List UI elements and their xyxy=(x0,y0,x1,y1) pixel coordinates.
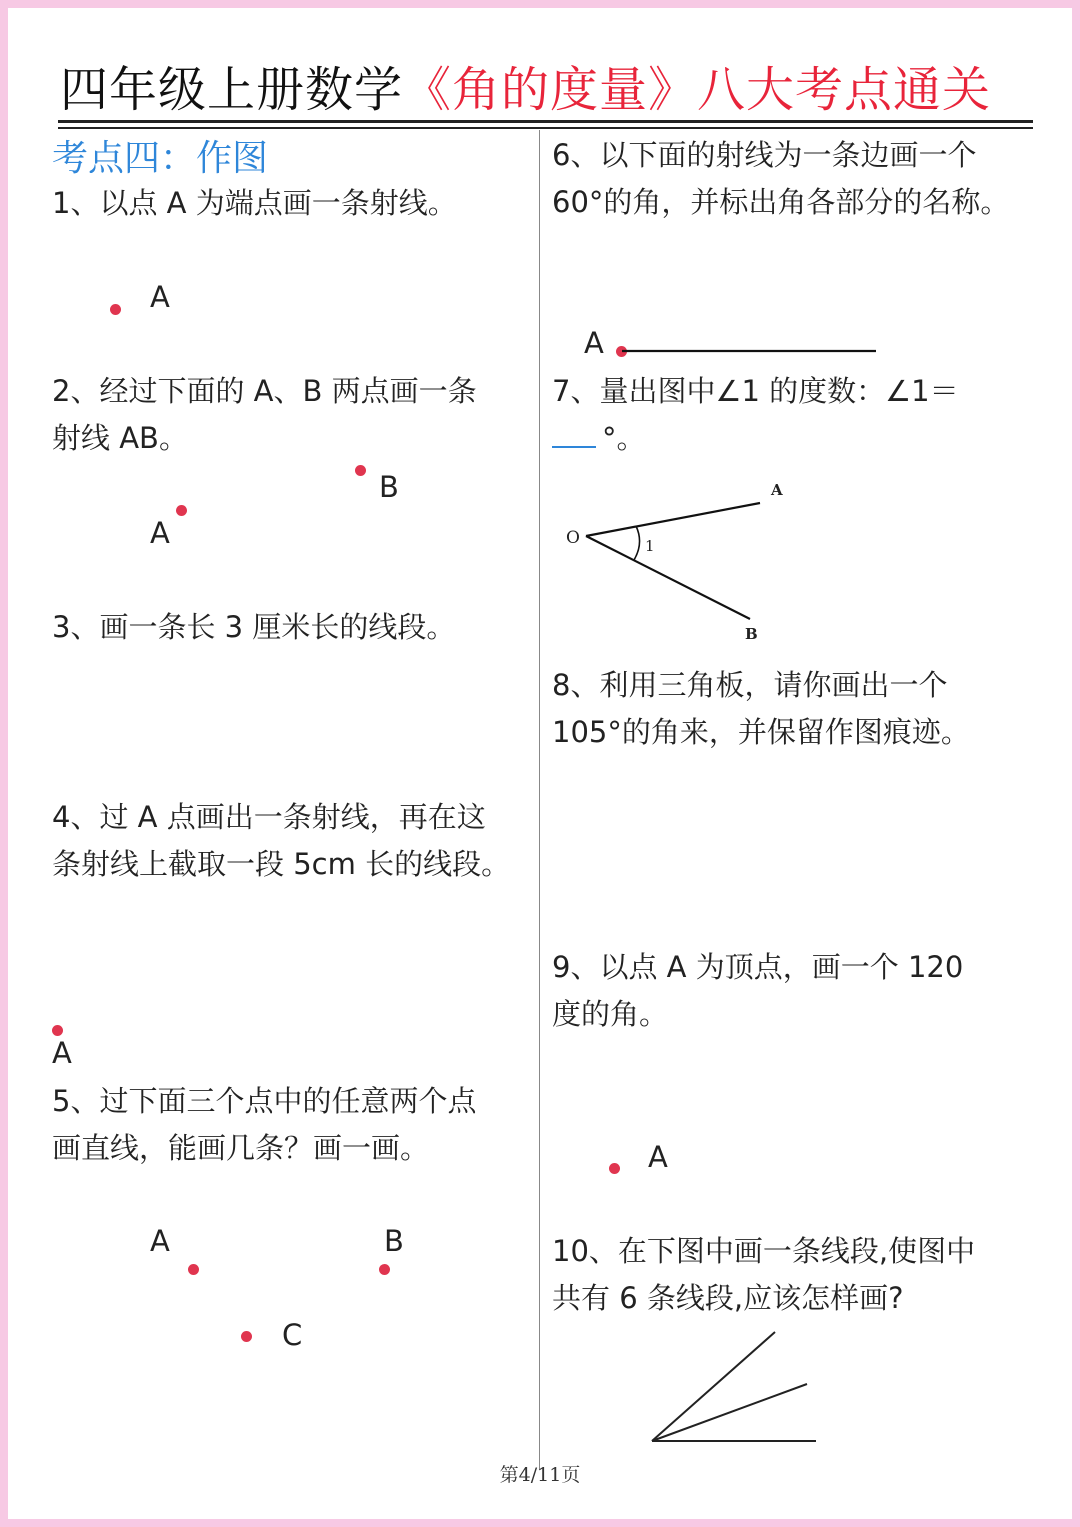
page-number: 第4/11页 xyxy=(499,1464,581,1486)
q7-angle-arc xyxy=(634,526,640,560)
q10-segment-upper xyxy=(652,1332,775,1441)
question-6-line-1: 6、以下面的射线为一条边画一个 xyxy=(552,138,977,172)
title-grade: 四年级上册数学 xyxy=(60,62,404,118)
q5-point-a-label: A xyxy=(150,1224,170,1258)
figures-layer xyxy=(8,8,1072,1519)
q7-point-b-label: B xyxy=(745,625,758,643)
q1-point-label: A xyxy=(150,280,170,314)
question-2-line-2: 射线 AB。 xyxy=(52,421,188,455)
q7-point-a-label: A xyxy=(771,481,783,499)
q4-point-label: A xyxy=(52,1036,72,1070)
question-7-line-1: 7、量出图中∠1 的度数：∠1＝ xyxy=(552,374,959,408)
q7-ray-oa xyxy=(586,503,760,536)
question-4-line-2: 条射线上截取一段 5cm 长的线段。 xyxy=(52,847,511,881)
q2-point-b-label: B xyxy=(379,470,399,504)
question-8-line-2: 105°的角来，并保留作图痕迹。 xyxy=(552,715,970,749)
question-9-line-2: 度的角。 xyxy=(552,997,669,1031)
question-10-line-2: 共有 6 条线段,应该怎样画? xyxy=(552,1281,904,1315)
q2-point-a-label: A xyxy=(150,516,170,550)
q5-point-c-label: C xyxy=(282,1318,303,1352)
question-8-line-1: 8、利用三角板，请你画出一个 xyxy=(552,668,948,702)
question-9-line-1: 9、以点 A 为顶点，画一个 120 xyxy=(552,950,964,984)
q9-point-label: A xyxy=(648,1140,668,1174)
section-heading: 考点四：作图 xyxy=(52,138,269,179)
q7-ray-ob xyxy=(586,536,750,619)
title-topic: 《角的度量》八大考点通关 xyxy=(403,62,992,118)
q6-point-label: A xyxy=(584,326,604,360)
question-2-line-1: 2、经过下面的 A、B 两点画一条 xyxy=(52,374,477,408)
question-7-line-2: °。 xyxy=(602,421,646,455)
q7-vertex-label: O xyxy=(566,528,580,548)
question-4-line-1: 4、过 A 点画出一条射线，再在这 xyxy=(52,800,486,834)
q5-point-b-label: B xyxy=(384,1224,404,1258)
question-1-text: 1、以点 A 为端点画一条射线。 xyxy=(52,186,457,220)
question-10-line-1: 10、在下图中画一条线段,使图中 xyxy=(552,1234,976,1268)
q10-segment-middle xyxy=(652,1384,807,1441)
worksheet-page xyxy=(8,8,1072,1519)
question-5-line-2: 画直线，能画几条？画一画。 xyxy=(52,1131,430,1165)
question-3-text: 3、画一条长 3 厘米长的线段。 xyxy=(52,610,456,644)
q7-angle-label: 1 xyxy=(645,537,655,555)
question-6-line-2: 60°的角，并标出角各部分的名称。 xyxy=(552,185,1010,219)
question-5-line-1: 5、过下面三个点中的任意两个点 xyxy=(52,1084,477,1118)
